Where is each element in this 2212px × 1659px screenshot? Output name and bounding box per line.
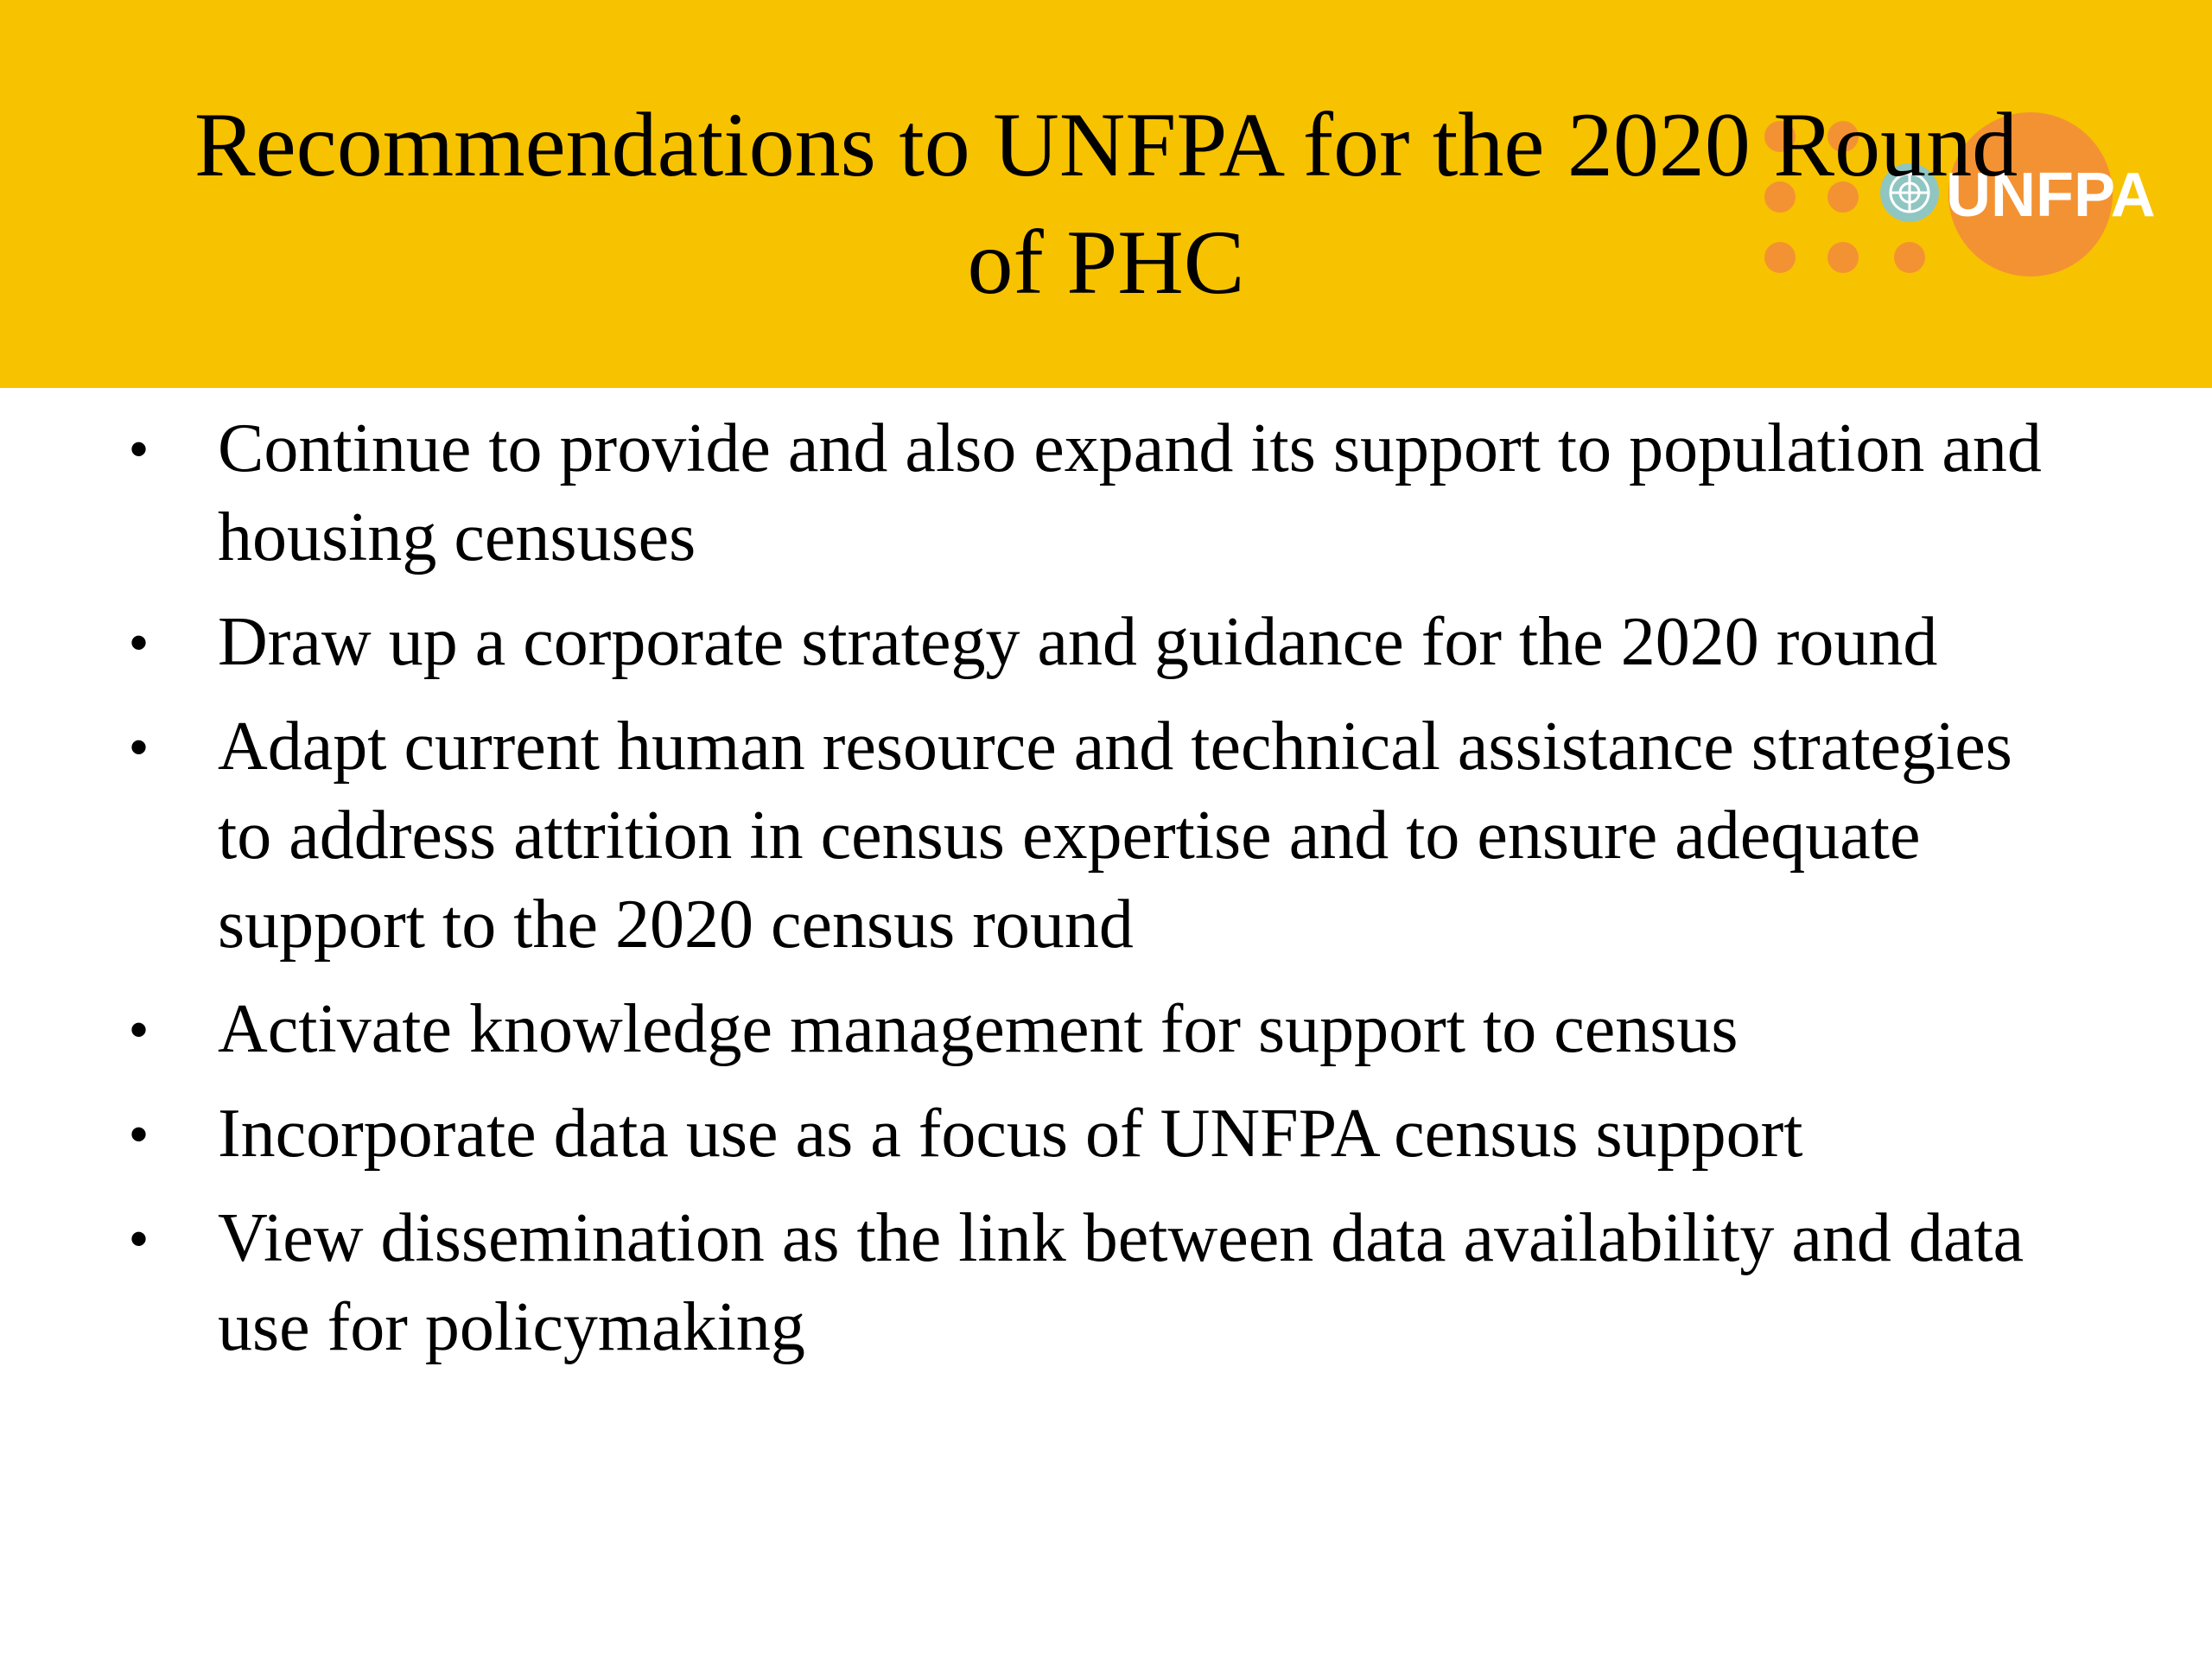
- bullet-text: Adapt current human resource and technical assistance strategies to address attrition in census expertise and to ensure adequate support to the 2020 census round: [218, 709, 2012, 963]
- logo-text: UNFPA: [1946, 161, 2156, 230]
- bullet-text: Incorporate data use as a focus of UNFPA census support: [218, 1096, 1803, 1172]
- bullet-text: View dissemination as the link between data availability and data use for policymaking: [218, 1200, 2024, 1365]
- bullet-icon: •: [130, 1210, 149, 1268]
- slide-title: Recommendations to UNFPA for the 2020 Round of PHC: [194, 94, 2018, 313]
- bullet-text: Activate knowledge management for support to census: [218, 991, 1738, 1067]
- bullet-text: Draw up a corporate strategy and guidance for the 2020 round: [218, 604, 1938, 680]
- bullet-icon: •: [130, 1001, 149, 1058]
- bullet-list: [130, 404, 2082, 1388]
- bullet-item: [130, 598, 2082, 687]
- bullet-icon: •: [130, 718, 149, 776]
- bullet-icon: •: [130, 613, 149, 671]
- bullet-item: [130, 702, 2082, 969]
- bullet-item: [130, 404, 2082, 582]
- bullet-icon: •: [130, 1105, 149, 1163]
- bullet-item: [130, 1090, 2082, 1179]
- bullet-icon: •: [130, 420, 149, 478]
- bullet-item: [130, 1194, 2082, 1372]
- bullet-text: Continue to provide and also expand its support to population and housing censuses: [218, 410, 2042, 575]
- bullet-item: [130, 985, 2082, 1074]
